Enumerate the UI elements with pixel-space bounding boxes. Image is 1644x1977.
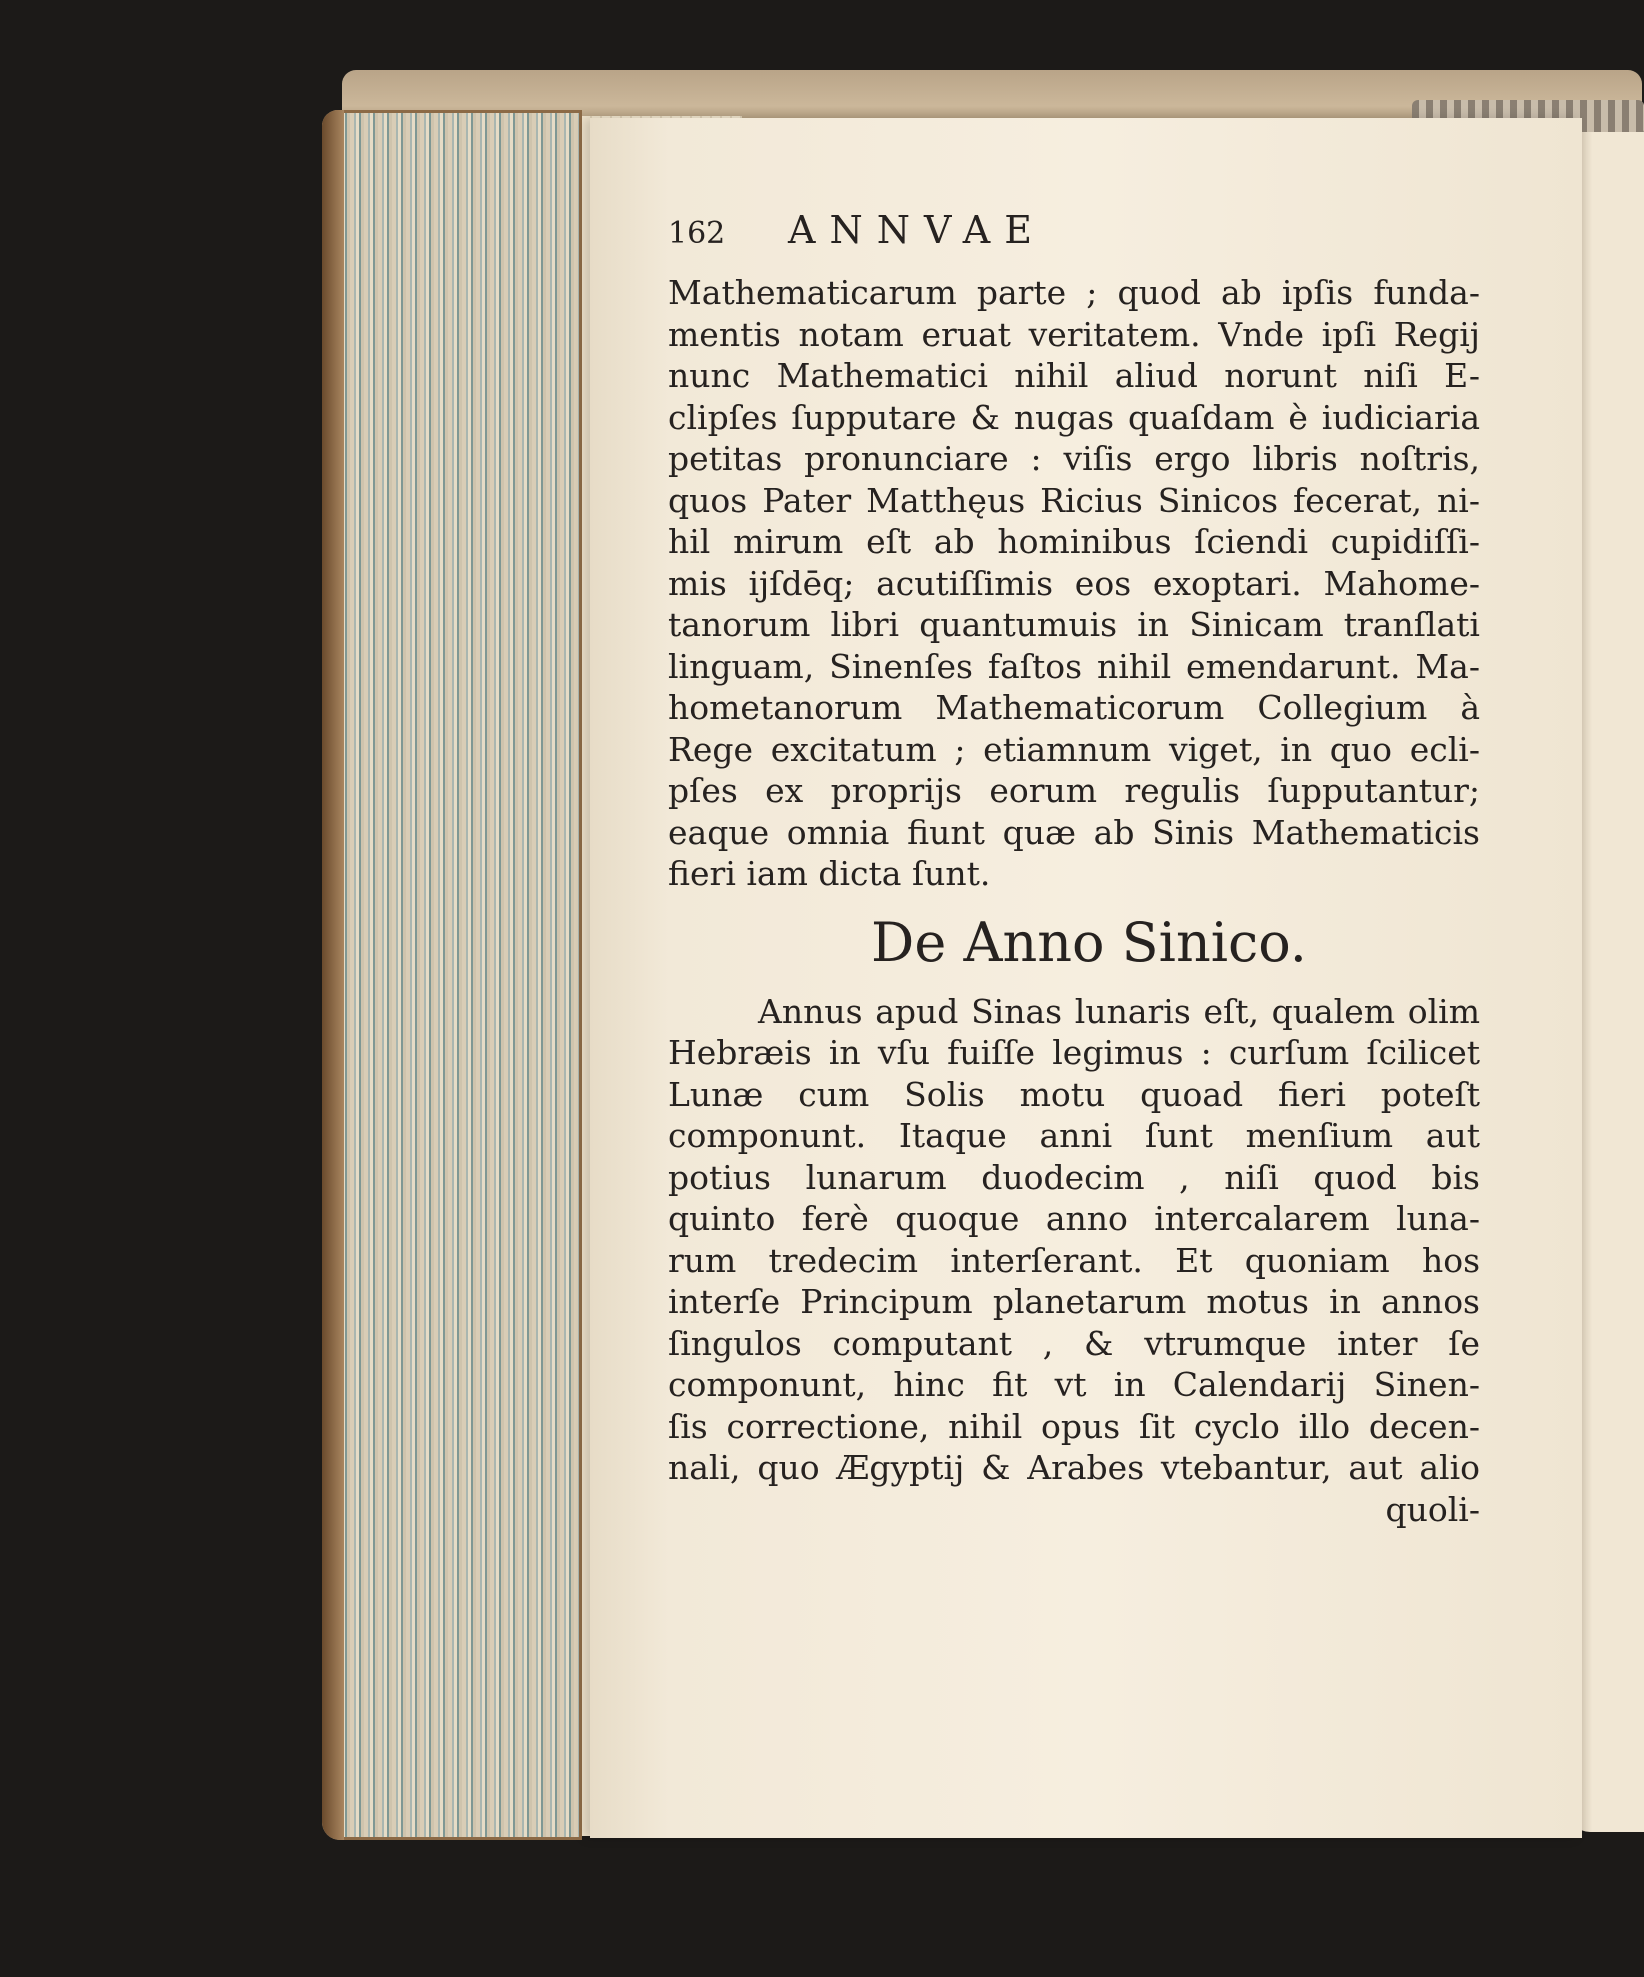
text-line: eaque omnia fiunt quæ ab Sinis Mathematicis [668, 812, 1480, 852]
text-line: ſis correctione, nihil opus ſit cyclo illo decen- [668, 1406, 1480, 1446]
text-line: Lunæ cum Solis motu quoad fieri poteſt [668, 1074, 1480, 1114]
text-line: nali, quo Ægyptij & Arabes vtebantur, aut alio [668, 1448, 1480, 1487]
text-line: hil mirum eſt ab hominibus ſciendi cupidiſſi- [668, 522, 1480, 561]
page-number: 162 [668, 216, 726, 251]
text-line: interſe Principum planetarum motus in annos [668, 1282, 1480, 1321]
text-line: tanorum libri quantumuis in Sinicam tranſlati [668, 605, 1480, 644]
text-line: clipſes ſupputare & nugas quaſdam è iudiciaria [668, 397, 1480, 437]
text-block [668, 208, 1480, 1530]
page-edges [322, 110, 582, 1840]
text-line: Annus apud Sinas lunaris eſt, qualem olim [758, 991, 1480, 1031]
text-line: nunc Mathematici nihil aliud norunt niſi E- [668, 356, 1480, 395]
text-line: Rege excitatum ; etiamnum viget, in quo ecli- [668, 729, 1480, 769]
text-line: ſingulos computant , & vtrumque inter ſe [668, 1323, 1480, 1363]
text-line: petitas pronunciare : viſis ergo libris noſtris, [668, 439, 1480, 478]
catchword: quoli- [1385, 1489, 1480, 1529]
text-line: componunt, hinc fit vt in Calendarij Sinen- [668, 1365, 1480, 1404]
paragraph-2 [668, 991, 1480, 1531]
text-line: mis ijſdēq; acutiſſimis eos exoptari. Mahome- [668, 563, 1480, 603]
text-line: mentis notam eruat veritatem. Vnde ipſi Regij [668, 314, 1480, 354]
text-line: rum tredecim interſerant. Et quoniam hos [668, 1240, 1480, 1280]
open-book [322, 70, 1644, 1870]
text-line: potius lunarum duodecim , niſi quod bis [668, 1157, 1480, 1197]
text-line: fieri iam dicta ſunt. [668, 854, 991, 893]
text-line: quos Pater Matthęus Ricius Sinicos fecerat, ni- [668, 480, 1480, 520]
text-line: linguam, Sinenſes faſtos nihil emendarunt. Ma- [668, 646, 1480, 686]
text-line: componunt. Itaque anni ſunt menſium aut [668, 1116, 1480, 1155]
paragraph-1 [668, 272, 1480, 895]
running-head: ANNVAE [788, 208, 1046, 252]
text-line: pſes ex proprijs eorum regulis ſupputantur; [668, 771, 1480, 810]
book-page [590, 118, 1582, 1838]
text-line: Mathematicarum parte ; quod ab ipſis funda- [668, 273, 1480, 312]
page-header [668, 208, 1480, 272]
text-line: hometanorum Mathematicorum Collegium à [668, 688, 1480, 727]
section-heading: De Anno Sinico. [871, 910, 1307, 974]
text-line: quinto ferè quoque anno intercalarem luna- [668, 1199, 1480, 1238]
text-line: Hebræis in vſu fuiſſe legimus : curſum ſcilicet [668, 1033, 1480, 1072]
